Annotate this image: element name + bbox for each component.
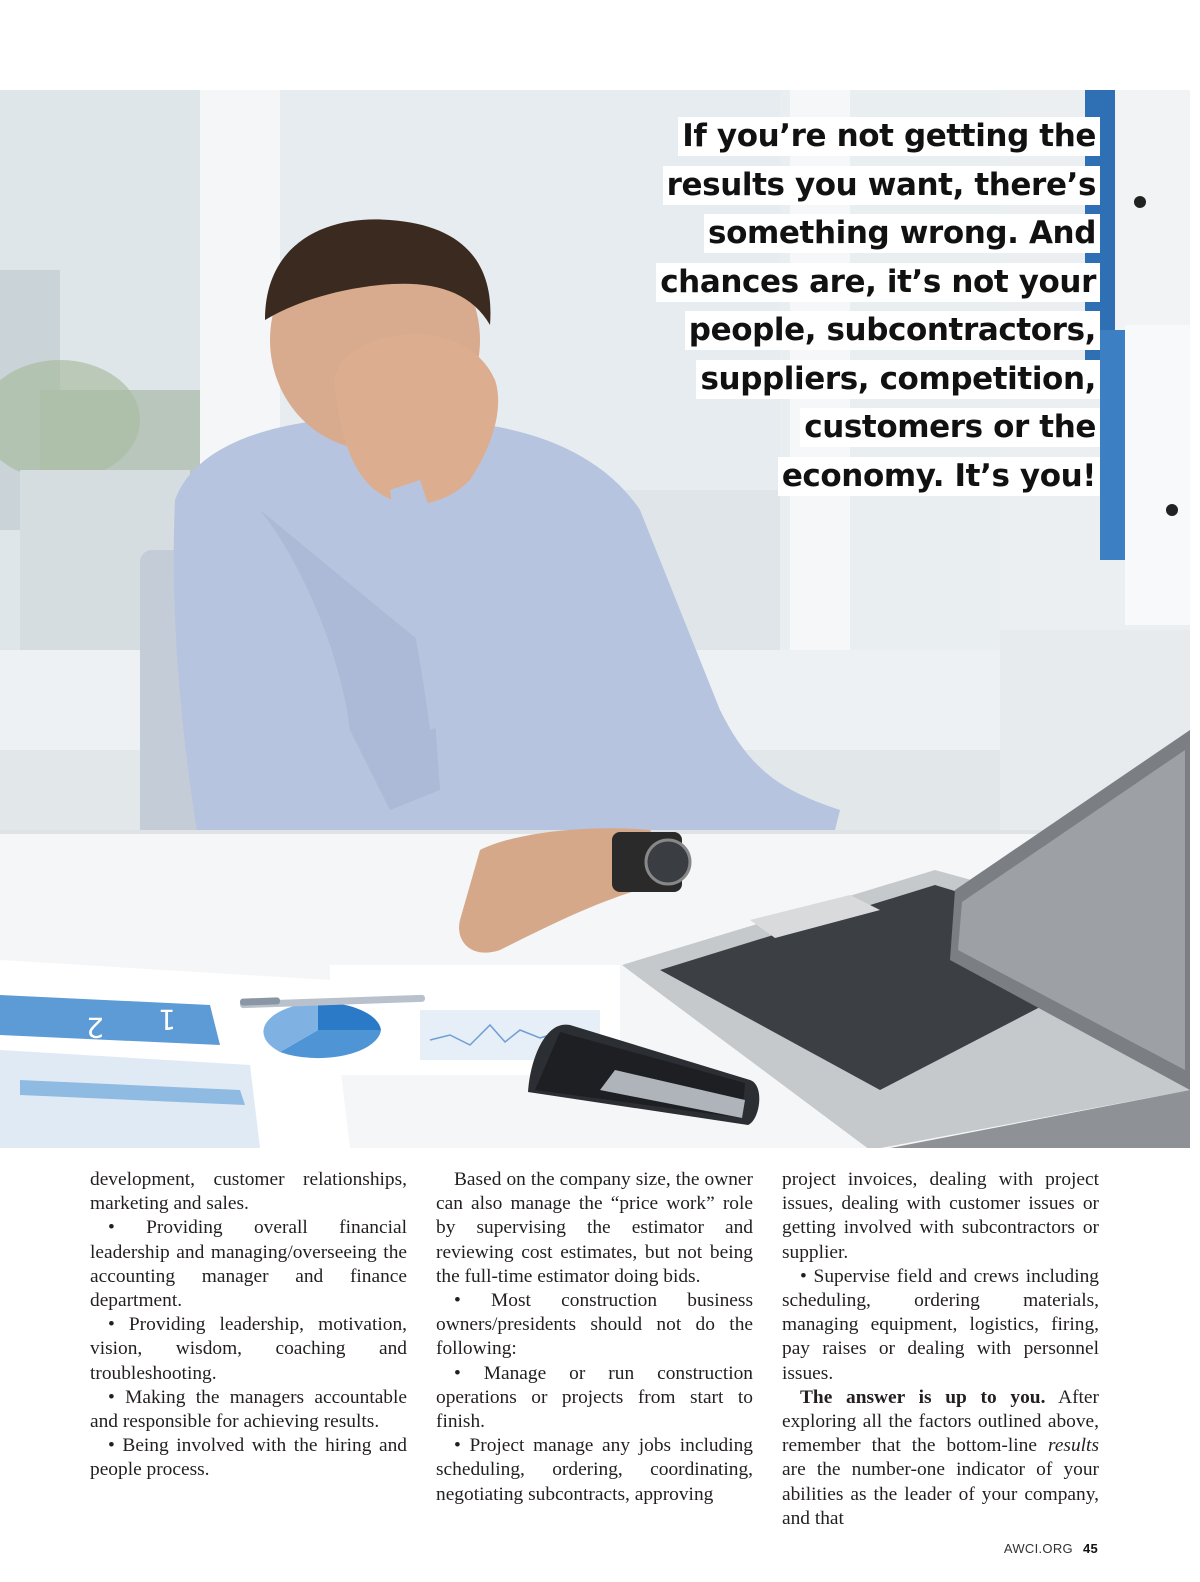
subhead-lead: The answer is up to you.	[800, 1386, 1046, 1408]
bullet-item: • Providing leadership, motivation, vision, wisdom, coaching and troubleshooting.	[90, 1314, 407, 1384]
article-column-1	[90, 1168, 407, 1483]
chart-digit-1: 1	[158, 1003, 176, 1036]
pull-quote-line: customers or the	[800, 408, 1100, 447]
pull-quote-line: results you want, there’s	[663, 166, 1100, 205]
bullet-item: • Supervise field and crews including scheduling, ordering materials, managing equipment, logistics, firing, pay raises or dealing with personnel issues.	[782, 1265, 1099, 1384]
article-column-2	[436, 1168, 753, 1507]
pull-quote-line: economy. It’s you!	[778, 457, 1100, 496]
paragraph: project invoices, dealing with project issues, dealing with customer issues or getting involved with subcontractors or supplier.	[782, 1169, 1099, 1263]
bullet-item: • Most construction business owners/presidents should not do the following:	[436, 1290, 753, 1360]
bullet-item: • Making the managers accountable and responsible for achieving results.	[90, 1386, 407, 1433]
pull-quote-line: If you’re not getting the	[678, 117, 1100, 156]
emphasis-text: results	[1048, 1435, 1099, 1457]
pull-quote-line: chances are, it’s not your	[656, 263, 1100, 302]
paragraph	[782, 1386, 1099, 1531]
pull-quote-line: people, subcontractors,	[685, 311, 1100, 350]
article-column-3	[782, 1168, 1099, 1531]
bullet-item: • Being involved with the hiring and people process.	[90, 1435, 407, 1481]
footer-site: AWCI.ORG	[1003, 1541, 1073, 1556]
bullet-item: • Manage or run construction operations or projects from start to finish.	[436, 1362, 753, 1433]
page-number: 45	[1082, 1541, 1098, 1556]
pull-quote-line: suppliers, competition,	[696, 360, 1100, 399]
paragraph-text: After exploring all the factors outlined above, remember that the bottom-line	[782, 1386, 1099, 1457]
page-footer	[1004, 1541, 1098, 1556]
paragraph: development, customer relationships, marketing and sales.	[90, 1169, 407, 1215]
pull-quote	[580, 112, 1100, 500]
bullet-item: • Project manage any jobs including scheduling, ordering, coordinating, negotiating subcontracts, approving	[436, 1435, 753, 1505]
pull-quote-line: something wrong. And	[704, 214, 1100, 253]
bullet-item: • Providing overall financial leadership and managing/overseeing the accounting manager and finance department.	[90, 1217, 407, 1312]
paragraph: Based on the company size, the owner can also manage the “price work” role by supervising the estimator and reviewing cost estimates, but not being the full-time estimator doing bids.	[436, 1169, 753, 1287]
chart-digit-2: 2	[86, 1011, 104, 1044]
paragraph-text: are the number-one indicator of your abilities as the leader of your company, and that	[782, 1459, 1099, 1529]
